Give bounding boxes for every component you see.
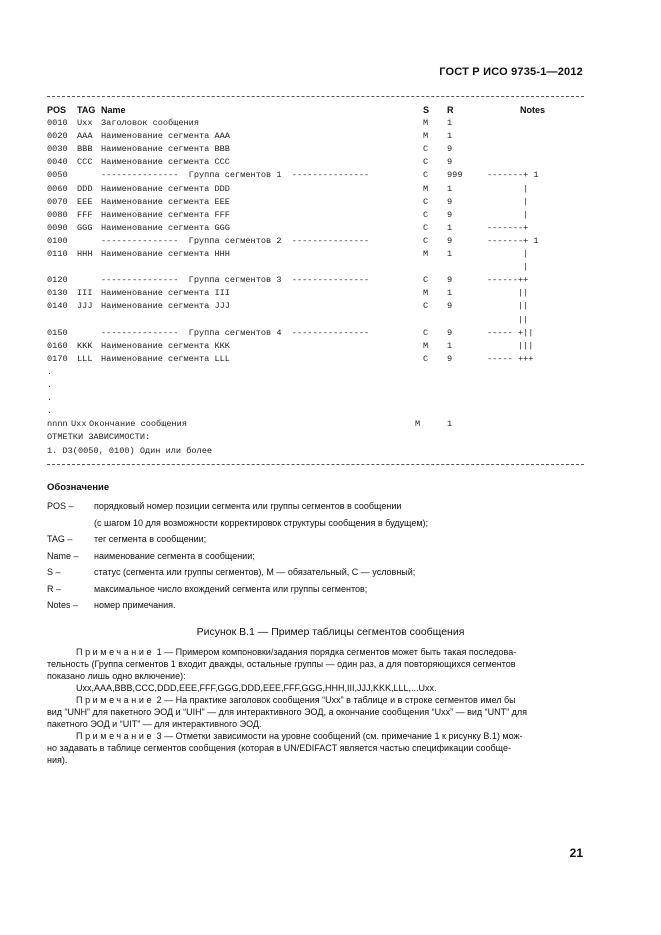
col-s-header: S bbox=[423, 105, 430, 115]
note-1-line-2: тельность (Группа сегментов 1 входит дважды, остальные группы — один раз, а для повторяющихся сегментов bbox=[47, 659, 516, 669]
cell-r: 1 bbox=[447, 340, 453, 351]
cell-s: C bbox=[423, 275, 429, 286]
legend-item bbox=[47, 565, 587, 579]
cell-notes: -------+ 1 bbox=[487, 235, 539, 246]
table-row bbox=[47, 196, 587, 209]
cell-r: 1 bbox=[447, 288, 453, 299]
cell-name: Окончание сообщения bbox=[89, 419, 187, 430]
legend-item bbox=[47, 549, 587, 563]
legend-key: TAG – bbox=[47, 534, 73, 544]
cell-notes: ----- +|| bbox=[487, 327, 534, 338]
cell-pos: 0120 bbox=[47, 275, 68, 286]
cell-s: C bbox=[423, 222, 429, 233]
legend-key: POS – bbox=[47, 501, 74, 511]
col-name-header: Name bbox=[101, 105, 126, 115]
cell-notes: || bbox=[487, 288, 529, 299]
page-number: 21 bbox=[569, 846, 583, 860]
cell-s: M bbox=[423, 288, 429, 299]
table-row bbox=[47, 169, 587, 182]
col-notes-header: Notes bbox=[520, 105, 546, 115]
cell-tag: EEE bbox=[77, 196, 93, 207]
cell-name: Наименование сегмента AAA bbox=[101, 131, 230, 142]
cell-tag: AAA bbox=[77, 131, 93, 142]
note-1-line-1: Примечание 1 — Примером компоновки/задания порядка сегментов может быть такая последова- bbox=[76, 647, 517, 657]
cell-s: C bbox=[423, 353, 429, 364]
cell-name: Наименование сегмента CCC bbox=[101, 157, 230, 168]
cell-tag: BBB bbox=[77, 144, 93, 155]
legend-text: тег сегмента в сообщении; bbox=[94, 534, 207, 544]
end-message-row bbox=[47, 418, 587, 431]
cell-name: Заголовок сообщения bbox=[101, 118, 199, 128]
cell-s: M bbox=[423, 340, 429, 351]
cell-r: 1 bbox=[447, 118, 453, 128]
table-row bbox=[47, 183, 587, 196]
cell-tag: HHH bbox=[77, 249, 93, 259]
note-2-line-3: пакетного ЭОД и “UIT” — для интерактивного ЭОД. bbox=[47, 719, 262, 729]
cell-s: M bbox=[423, 118, 429, 128]
cell-pos: 0140 bbox=[47, 301, 68, 312]
cell-pos: 0070 bbox=[47, 196, 68, 207]
legend-text: номер примечания. bbox=[94, 600, 176, 610]
cell-r: 9 bbox=[447, 275, 453, 286]
table-row bbox=[47, 327, 587, 340]
cell-pos: 0150 bbox=[47, 327, 68, 338]
cell-name: Наименование сегмента EEE bbox=[101, 196, 230, 207]
legend-item bbox=[47, 582, 587, 596]
cell-s: C bbox=[423, 144, 429, 155]
cell-pos: 0060 bbox=[47, 183, 68, 194]
cell-s: M bbox=[423, 249, 429, 259]
cell-r: 9 bbox=[447, 144, 453, 155]
cell-notes: | bbox=[487, 183, 529, 194]
col-tag-header: TAG bbox=[77, 105, 96, 115]
cell-pos: 0160 bbox=[47, 340, 68, 351]
legend-item bbox=[47, 598, 587, 612]
cell-name: --------------- Группа сегментов 4 --------------- bbox=[101, 327, 370, 338]
cell-r: 1 bbox=[447, 222, 453, 233]
legend-item bbox=[47, 499, 587, 513]
table-row bbox=[47, 209, 587, 222]
col-pos-header: POS bbox=[47, 105, 67, 115]
legend-title: Обозначение bbox=[47, 482, 110, 493]
standard-header: ГОСТ Р ИСО 9735-1—2012 bbox=[439, 66, 583, 78]
figure-caption: Рисунок B.1 — Пример таблицы сегментов сообщения bbox=[196, 626, 465, 638]
table-row bbox=[47, 248, 587, 261]
cell-r: 999 bbox=[447, 170, 463, 181]
legend-key: Name – bbox=[47, 550, 79, 561]
table-row bbox=[47, 300, 587, 313]
table-row bbox=[47, 235, 587, 248]
cell-notes: ----- +++ bbox=[487, 353, 534, 364]
cell-tag: KKK bbox=[77, 340, 93, 351]
note-3-line-1: Примечание 3 — Отметки зависимости на уровне сообщений (см. примечание 1 к рисунку B.1) мож- bbox=[76, 731, 523, 741]
legend-item bbox=[47, 516, 587, 530]
col-r-header: R bbox=[447, 105, 454, 115]
table-row bbox=[47, 117, 587, 130]
cell-r: 9 bbox=[447, 157, 453, 168]
cell-tag: FFF bbox=[77, 209, 93, 220]
ellipsis-dot: . bbox=[47, 406, 53, 417]
cell-tag: JJJ bbox=[77, 301, 93, 312]
table-header-row bbox=[47, 104, 587, 117]
cell-name: Наименование сегмента III bbox=[101, 288, 230, 299]
table-row bbox=[47, 222, 587, 235]
cell-r: 9 bbox=[447, 235, 453, 246]
cell-name: --------------- Группа сегментов 3 --------------- bbox=[101, 275, 370, 286]
table-bottom-rule bbox=[47, 464, 584, 465]
ellipsis-dot: . bbox=[47, 393, 53, 404]
table-row bbox=[47, 274, 587, 287]
note-1-label: Примечание bbox=[76, 647, 155, 657]
ellipsis-dot: . bbox=[47, 366, 53, 377]
cell-name: Наименование сегмента DDD bbox=[101, 183, 230, 194]
cell-pos: 0020 bbox=[47, 131, 68, 142]
table-row bbox=[47, 261, 587, 274]
cell-tag: GGG bbox=[77, 222, 93, 233]
note-3-label: Примечание bbox=[76, 731, 155, 741]
cell-name: --------------- Группа сегментов 2 --------------- bbox=[101, 235, 370, 246]
cell-notes: -------+ 1 bbox=[487, 170, 539, 181]
cell-pos: 0030 bbox=[47, 144, 68, 155]
table-row bbox=[47, 143, 587, 156]
cell-name: Наименование сегмента GGG bbox=[101, 222, 230, 233]
cell-s: C bbox=[423, 170, 429, 181]
table-row bbox=[47, 130, 587, 143]
cell-r: 1 bbox=[447, 131, 453, 142]
cell-name: Наименование сегмента HHH bbox=[101, 249, 230, 259]
cell-notes: || bbox=[487, 314, 529, 325]
table-row bbox=[47, 340, 587, 353]
table-row bbox=[47, 353, 587, 366]
cell-r: 9 bbox=[447, 301, 453, 312]
legend-text: наименование сегмента в сообщении; bbox=[94, 550, 255, 561]
cell-r: 1 bbox=[447, 419, 453, 430]
ellipsis-dot: . bbox=[47, 380, 53, 390]
cell-s: C bbox=[423, 157, 429, 168]
cell-pos: 0080 bbox=[47, 209, 68, 220]
legend-item bbox=[47, 532, 587, 546]
legend-text: максимальное число вхождений сегмента или группы сегментов; bbox=[94, 583, 368, 594]
cell-s: C bbox=[423, 209, 429, 220]
cell-tag: Uxx bbox=[71, 419, 87, 430]
cell-pos: 0170 bbox=[47, 353, 68, 364]
cell-s: C bbox=[423, 196, 429, 207]
cell-tag: Uxx bbox=[77, 118, 93, 128]
cell-tag: DDD bbox=[77, 183, 93, 194]
note-2-line-2: вид “UNH” для пакетного ЭОД и “UIH” — для интерактивного ЭОД, а окончание сообщения “Uxx” — вид “UNT” для bbox=[47, 707, 528, 717]
cell-notes: | bbox=[487, 209, 529, 220]
cell-r: 9 bbox=[447, 353, 453, 364]
cell-pos: 0010 bbox=[47, 118, 68, 128]
cell-name: Наименование сегмента LLL bbox=[101, 353, 230, 364]
cell-r: 9 bbox=[447, 327, 453, 338]
cell-s: M bbox=[423, 131, 429, 142]
note-2-line-1: Примечание 2 — На практике заголовок сообщения “Uxx” в таблице и в строке сегментов имел бы bbox=[76, 695, 516, 705]
note-2-label: Примечание bbox=[76, 695, 155, 705]
cell-notes: | bbox=[487, 262, 529, 273]
cell-notes: | bbox=[487, 249, 529, 259]
cell-name: Наименование сегмента JJJ bbox=[101, 301, 230, 312]
legend-text: (с шагом 10 для возможности корректировок структуры сообщения в будущем); bbox=[94, 517, 429, 528]
note-1-line-3: показано лишь одно включение): bbox=[47, 671, 186, 681]
cell-notes: ||| bbox=[487, 340, 534, 351]
cell-s: M bbox=[415, 419, 421, 430]
legend-key: R – bbox=[47, 583, 62, 594]
table-row bbox=[47, 156, 587, 169]
cell-notes: ------++ bbox=[487, 275, 529, 286]
table-row bbox=[47, 287, 587, 300]
cell-pos: 0130 bbox=[47, 288, 68, 299]
cell-pos: 0110 bbox=[47, 249, 68, 259]
cell-r: 1 bbox=[447, 183, 453, 194]
cell-notes: | bbox=[487, 196, 529, 207]
cell-tag: CCC bbox=[77, 157, 93, 168]
cell-s: C bbox=[423, 235, 429, 246]
cell-tag: III bbox=[77, 288, 93, 299]
cell-name: Наименование сегмента FFF bbox=[101, 209, 230, 220]
cell-tag: LLL bbox=[77, 353, 93, 364]
legend-key: S – bbox=[47, 567, 61, 577]
legend-text: статус (сегмента или группы сегментов), M — обязательный, C — условный; bbox=[94, 567, 416, 577]
cell-pos: 0090 bbox=[47, 222, 68, 233]
cell-name: Наименование сегмента KKK bbox=[101, 340, 230, 351]
cell-name: --------------- Группа сегментов 1 --------------- bbox=[101, 170, 370, 181]
cell-s: C bbox=[423, 301, 429, 312]
cell-pos: 0040 bbox=[47, 157, 68, 168]
cell-pos: 0100 bbox=[47, 235, 68, 246]
table-row bbox=[47, 314, 587, 327]
cell-r: 9 bbox=[447, 209, 453, 220]
legend-text: порядковый номер позиции сегмента или группы сегментов в сообщении bbox=[94, 501, 402, 511]
cell-s: C bbox=[423, 327, 429, 338]
legend-key: Notes – bbox=[47, 600, 79, 610]
cell-pos: nnnn bbox=[47, 419, 68, 430]
note-3-line-2: но задавать в таблице сегментов сообщения (которая в UN/EDIFACT является частью спецификации сообще- bbox=[47, 743, 511, 753]
cell-s: M bbox=[423, 183, 429, 194]
cell-r: 1 bbox=[447, 249, 453, 259]
dependency-line: 1. D3(0050, 0100) Один или более bbox=[47, 445, 213, 456]
cell-notes: -------+ bbox=[487, 222, 529, 233]
table-top-rule bbox=[47, 96, 584, 97]
cell-notes: || bbox=[487, 301, 529, 312]
note-3-line-3: ния). bbox=[47, 755, 68, 765]
dependency-title: ОТМЕТКИ ЗАВИСИМОСТИ: bbox=[47, 432, 151, 443]
cell-r: 9 bbox=[447, 196, 453, 207]
note-1-sequence: Uxx,AAA,BBB,CCC,DDD,EEE,FFF,GGG,DDD,EEE,FFF,GGG,HHH,III,JJJ,KKK,LLL,...Uxx. bbox=[76, 683, 437, 693]
cell-pos: 0050 bbox=[47, 170, 68, 181]
cell-name: Наименование сегмента BBB bbox=[101, 144, 230, 155]
